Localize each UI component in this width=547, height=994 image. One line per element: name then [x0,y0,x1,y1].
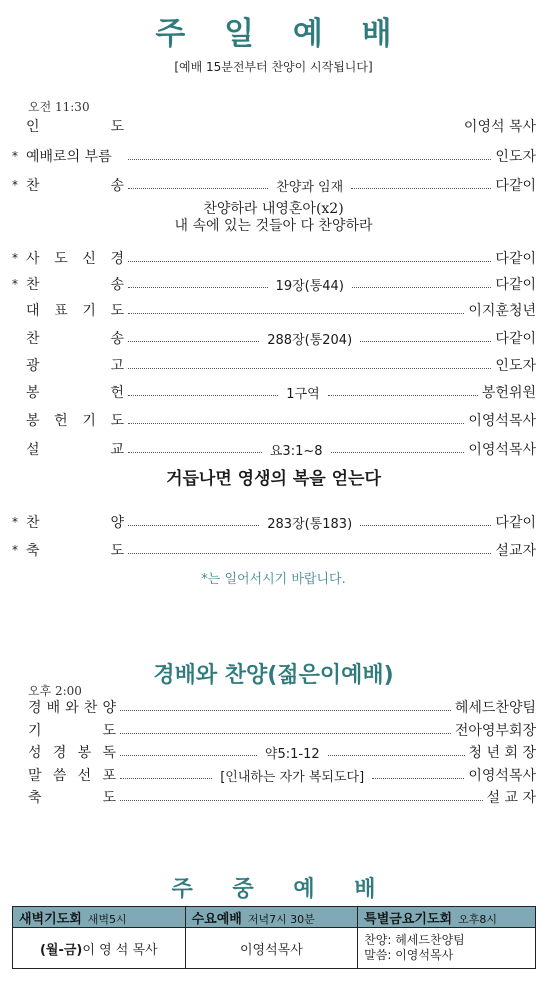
dot-leader [128,417,464,424]
order-item-label: 예배로의 부름 [26,149,112,165]
order-item-detail: 약5:1-12 [264,746,320,762]
table-cell-wednesday: 이영석목사 [185,928,358,969]
dot-leader [128,307,464,314]
order-item-label: 찬 송 [26,277,124,293]
order-item-label: 찬 송 [26,178,124,194]
order-row [12,146,536,166]
table-cell-dawn: (월-금)이 영 석 목사 [13,928,186,969]
dot-leader [120,794,483,801]
order-item-leader: 다같이 [495,515,536,531]
dot-leader [120,727,451,734]
order-item-detail: [인내하는 자가 복되도다] [220,769,365,785]
order-item-label: 경 배 와 찬 양 [28,700,116,716]
order-item-label: 찬 양 [26,515,124,531]
order-item-label: 광 고 [26,358,124,374]
dot-leader [128,275,491,294]
order-item-label: 기 도 [28,723,116,739]
order-item-leader: 이영석목사 [468,768,536,784]
order-item-leader: 인도자 [495,358,536,374]
weekday-title: 주 중 예 배 [171,877,392,902]
order-item-detail: 283장(통183) [267,516,353,532]
dot-leader [128,547,491,554]
order-item-label: 봉 헌 기 도 [26,413,124,429]
order-item-leader: 인도자 [495,149,536,165]
standing-marker: * [12,149,18,163]
order-item-label: 사 도 신 경 [26,251,124,267]
table-header-friday: 특별금요기도회 오후8시 [358,907,536,928]
order-item-label: 봉 헌 [26,385,124,401]
order-item-leader: 설 교 자 [486,790,536,806]
dot-leader [128,513,491,532]
order-row [12,355,536,375]
order-item-label: 축 도 [28,790,116,806]
order-row [28,720,536,740]
afternoon-time: 오후 2:00 [28,684,82,698]
order-row [12,540,536,560]
dot-leader [120,704,451,711]
sermon-title: 거듭나면 영생의 복을 얻는다 [166,469,381,489]
lyrics-line-2: 내 속에 있는 것들아 다 찬양하라 [174,218,373,234]
order-item-detail: 찬양과 임재 [276,179,344,195]
order-row [12,328,536,348]
dot-leader [128,255,491,262]
order-item-leader: 청 년 회 장 [468,745,536,761]
lyrics-line-1: 찬양하라 내영혼아(x2) [203,201,344,217]
order-row [12,410,536,430]
standing-marker: * [12,251,18,265]
standing-marker: * [12,515,18,529]
dot-leader [128,329,491,348]
order-row [12,382,536,402]
order-item-label: 성 경 봉 독 [28,745,116,761]
order-item-label: 인 도 [26,119,124,135]
dot-leader [128,440,464,459]
order-item-leader: 다같이 [495,251,536,267]
order-row [12,248,536,268]
order-item-leader: 다같이 [495,178,536,194]
order-row [12,439,536,459]
order-row [12,512,536,532]
order-row [12,300,536,320]
order-item-leader: 전아영부회장 [454,723,536,739]
dot-leader [120,743,465,762]
page-title: 주 일 예 배 [155,16,406,52]
dot-leader [128,362,491,369]
order-row [12,175,536,195]
order-row [28,697,536,717]
morning-time: 오전 11:30 [28,100,90,114]
order-item-leader: 이지훈청년 [468,303,536,319]
order-item-leader: 다같이 [495,277,536,293]
weekday-schedule-table [12,906,536,969]
order-row [12,274,536,294]
order-item-label: 말 씀 선 포 [28,768,116,784]
order-item-label: 찬 송 [26,331,124,347]
order-item-detail: 288장(통204) [267,332,353,348]
order-item-leader: 다같이 [495,331,536,347]
order-item-leader: 봉헌위원 [481,385,536,401]
order-item-leader: 설교자 [495,543,536,559]
table-header-wednesday: 수요예배 저녁7시 30분 [185,907,358,928]
standing-marker: * [12,277,18,291]
dot-leader [128,383,478,402]
order-item-leader: 이영석목사 [468,413,536,429]
order-item-label: 대 표 기 도 [26,303,124,319]
stand-note: *는 일어서시기 바랍니다. [201,572,346,587]
prelude-note: [예배 15분전부터 찬양이 시작됩니다] [174,60,373,74]
order-item-leader: 이영석목사 [468,442,536,458]
order-row [28,742,536,762]
order-item-label: 설 교 [26,442,124,458]
standing-marker: * [12,543,18,557]
dot-leader [128,153,491,160]
afternoon-title: 경배와 찬양(젊은이예배) [153,663,394,688]
order-item-detail: 1구역 [286,386,320,402]
order-item-leader: 헤세드찬양팀 [454,700,536,716]
order-row [28,765,536,785]
order-item-label: 축 도 [26,543,124,559]
order-item-detail: 요3:1~8 [269,443,323,459]
dot-leader [128,176,491,195]
order-item-leader: 이영석 목사 [463,119,536,135]
table-header-dawn: 새벽기도회 새벽5시 [13,907,186,928]
order-row [12,116,536,136]
dot-leader [120,766,464,785]
order-row [28,787,536,807]
order-item-detail: 19장(통44) [275,278,344,294]
standing-marker: * [12,178,18,192]
table-cell-friday: 찬양: 헤세드찬양팀 말씀: 이영석목사 [358,928,536,969]
